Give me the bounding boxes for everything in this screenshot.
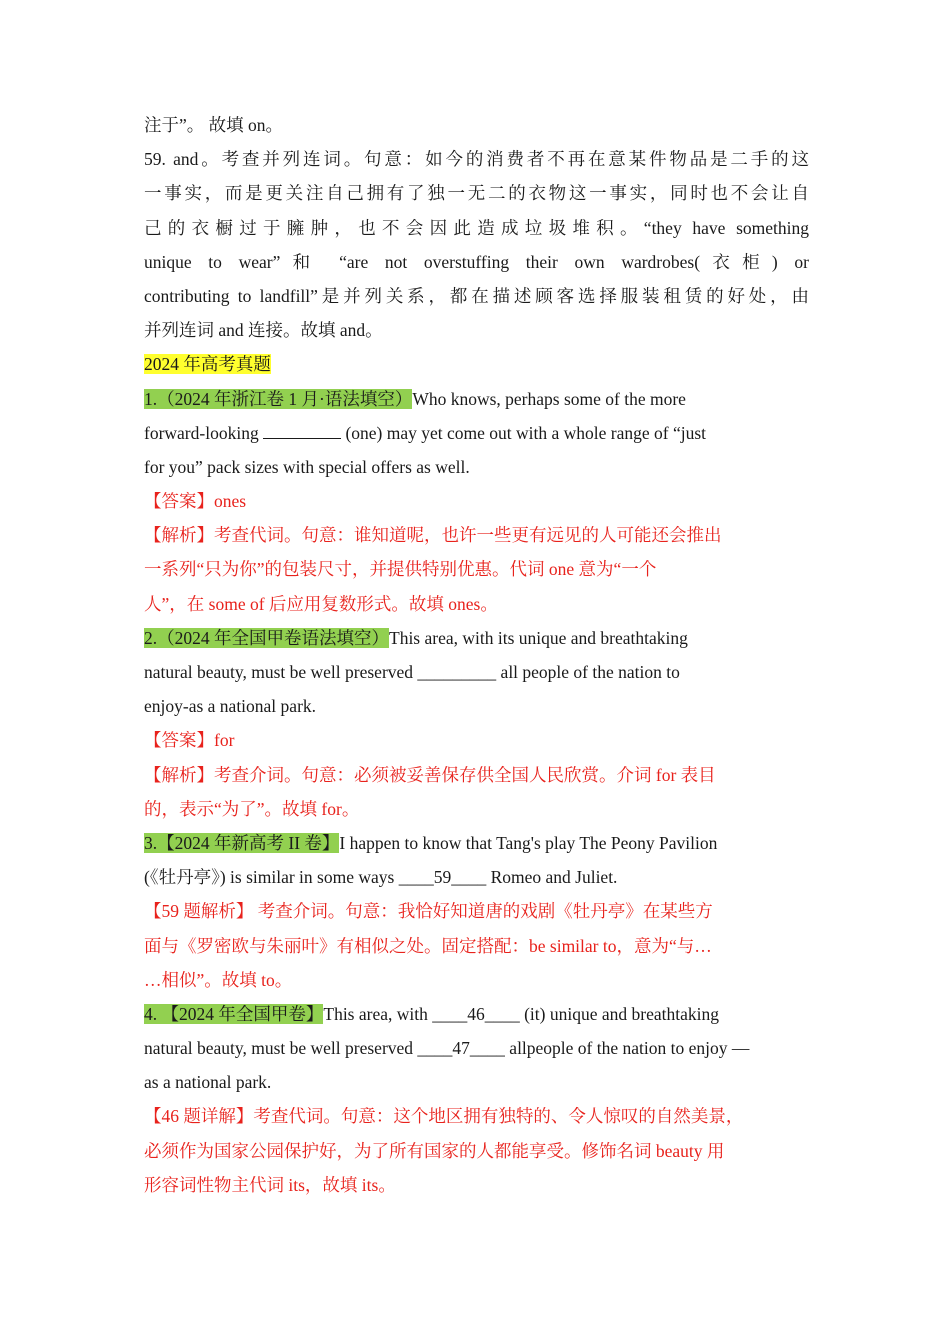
prev-explanation-line-7: 并列连词 and 连接。故填 and。 [144,320,383,341]
document-page [144,108,809,1202]
q2-text-1: This area, with its unique and breathtaking [389,627,688,648]
q1-source-tag: 1.（2024 年浙江卷 1 月·语法填空） [144,388,413,409]
q1-explanation-2: 一系列“只为你”的包装尺寸，并提供特别优惠。代词 one 意为“一个 [144,559,657,580]
q3-line-1 [144,826,809,860]
q2-explanation-1: 【解析】考查介词。句意：必须被妥善保存供全国人民欣赏。介词 for 表目 [144,764,716,785]
q3-source-tag: 3.【2024 年新高考 II 卷】 [144,832,340,853]
q4-explanation-2: 必须作为国家公园保护好，为了所有国家的人都能享受。修饰名词 beauty 用 [144,1140,725,1161]
prev-explanation-line-6: contributing to landfill”是并列关系，都在描述顾客选择服装租赁的好处，由 [144,285,809,306]
q1-text-2b: (one) may yet come out with a whole range of “just [341,422,707,443]
q1-explanation-3: 人”，在 some of 后应用复数形式。故填 ones。 [144,593,498,614]
section-title-row [144,347,809,381]
q1-text-2a: forward-looking [144,422,264,443]
q3-text-1: I happen to know that Tang's play The Peony Pavilion [339,832,718,853]
q1-explanation-1: 【解析】考查代词。句意：谁知道呢，也许一些更有远见的人可能还会推出 [144,525,722,546]
q4-line-3: as a national park. [144,1072,272,1093]
q4-text-1: This area, with ____46____ (it) unique and breathtaking [323,1003,719,1024]
q1-line-1 [144,382,809,416]
q3-explanation-2: 面与《罗密欧与朱丽叶》有相似之处。固定搭配：be similar to，意为“与… [144,935,712,956]
q2-line-1 [144,621,809,655]
prev-explanation-line-4: 己的衣橱过于臃肿，也不会因此造成垃圾堆积。“they have something [144,217,809,238]
q3-line-2: (《牡丹亭》) is similar in some ways ____59____ Romeo and Juliet. [144,867,618,888]
q4-line-2: natural beauty, must be well preserved ____47____ allpeople of the nation to enjoy — [144,1038,750,1059]
prev-explanation-line-3: 一事实，而是更关注自己拥有了独一无二的衣物这一事实，同时也不会让自 [144,183,809,204]
q4-explanation-1: 【46 题详解】考查代词。句意：这个地区拥有独特的、令人惊叹的自然美景， [144,1106,744,1127]
q1-line-3: for you” pack sizes with special offers as well. [144,456,470,477]
q2-explanation-2: 的，表示“为了”。故填 for。 [144,798,360,819]
q4-line-1 [144,997,809,1031]
q2-line-2: natural beauty, must be well preserved _________ all people of the nation to [144,662,680,682]
prev-explanation-line-1: 注于”。 故填 on。 [144,115,284,135]
q2-source-tag: 2.（2024 年全国甲卷语法填空） [144,627,389,648]
q1-answer: 【答案】ones [144,491,247,512]
q2-answer: 【答案】for [144,730,235,751]
prev-explanation-line-5: unique to wear”和 “are not overstuffing their own wardrobes(衣柜) or [144,251,809,272]
q1-text-1: Who knows, perhaps some of the more [412,388,686,409]
q4-source-tag: 4. 【2024 年全国甲卷】 [144,1003,324,1024]
q3-explanation-3: …相似”。故填 to。 [144,969,293,990]
prev-explanation-line-2: 59. and。考查并列连词。句意：如今的消费者不再在意某件物品是二手的这 [144,149,809,170]
q1-blank [263,422,341,439]
section-title: 2024 年高考真题 [144,354,271,375]
q1-line-2 [144,416,809,450]
q3-explanation-1: 【59 题解析】 考查介词。句意：我恰好知道唐的戏剧《牡丹亭》在某些方 [144,901,713,922]
q2-line-3: enjoy-as a national park. [144,696,317,717]
q4-explanation-3: 形容词性物主代词 its，故填 its。 [144,1174,396,1195]
